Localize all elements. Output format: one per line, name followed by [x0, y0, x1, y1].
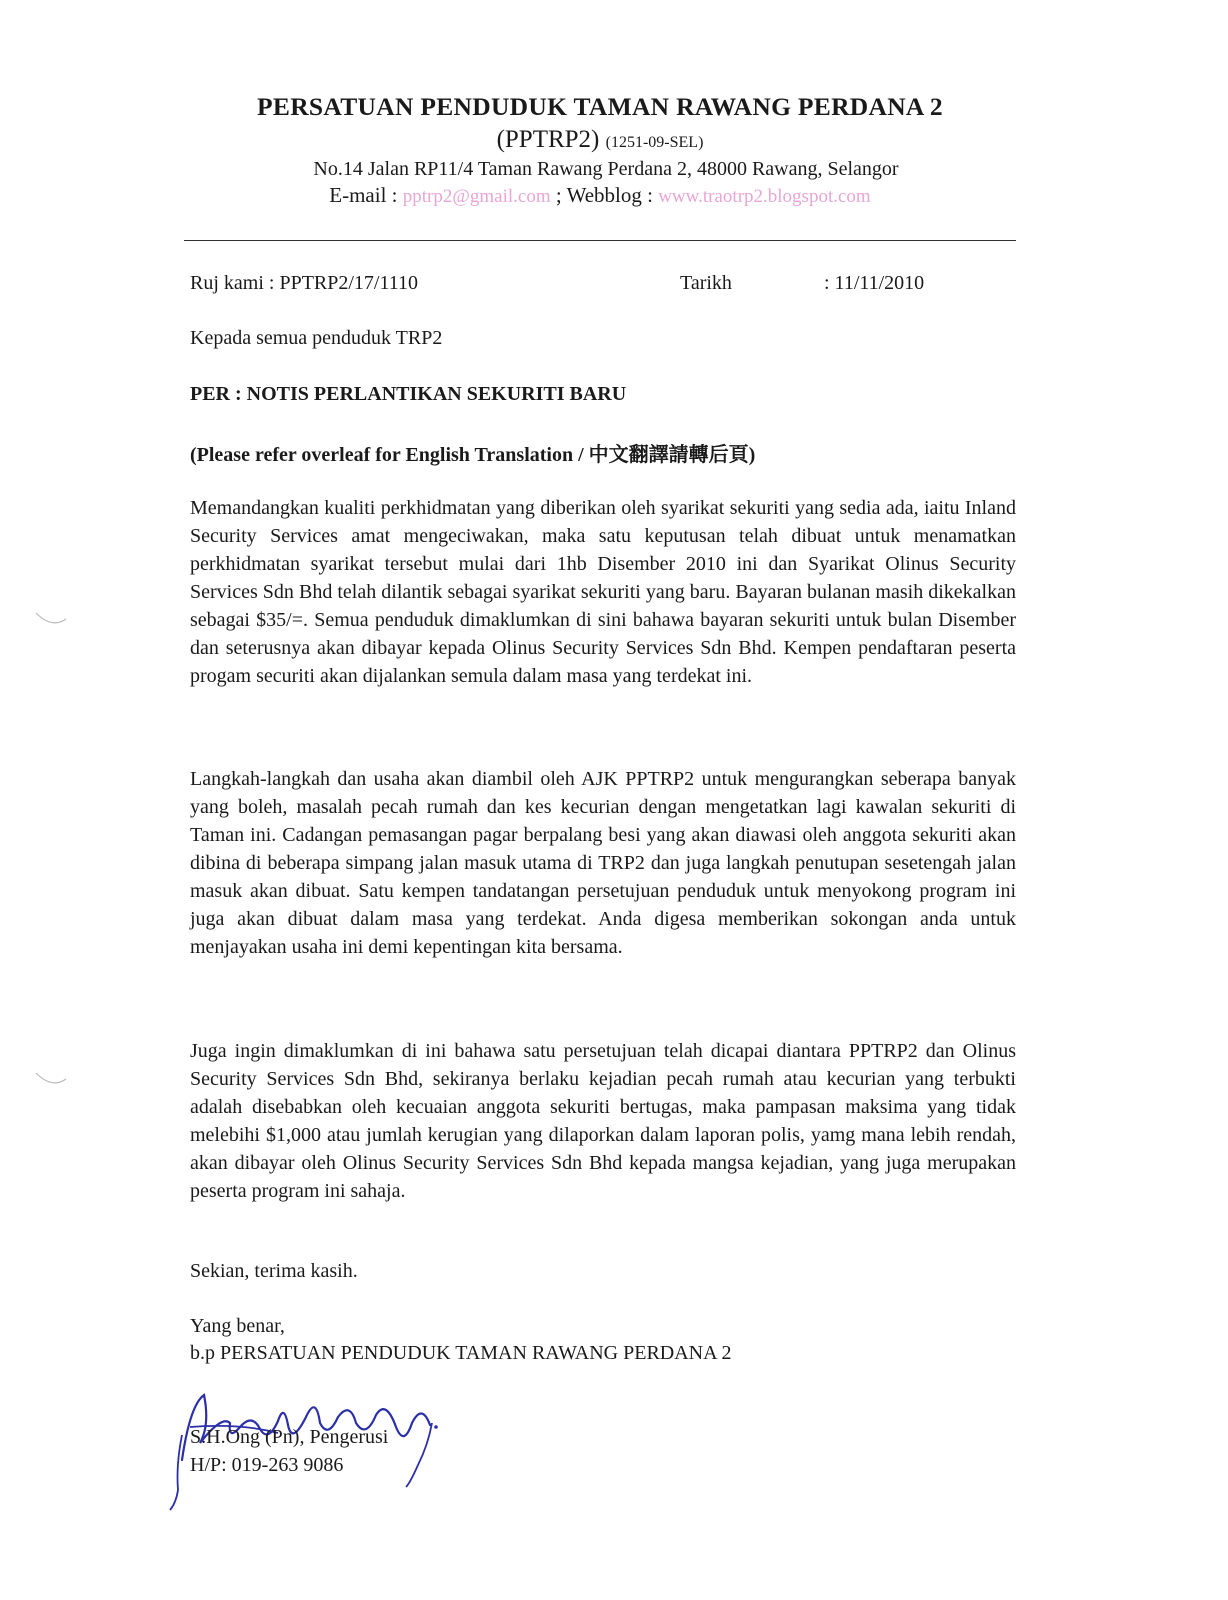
organization-abbreviation	[0, 126, 1200, 154]
blog-link[interactable]: www.traotrp2.blogspot.com	[658, 186, 871, 207]
contact-line	[0, 183, 1200, 208]
blog-label: ; Webblog :	[555, 183, 653, 207]
email-label: E-mail :	[329, 183, 398, 207]
date-value: : 11/11/2010	[824, 272, 925, 294]
punch-hole-mark	[0, 605, 70, 635]
on-behalf-line: b.p PERSATUAN PENDUDUK TAMAN RAWANG PERDANA 2	[190, 1342, 732, 1364]
recipient: Kepada semua penduduk TRP2	[190, 327, 443, 349]
abbreviation: (PPTRP2)	[496, 126, 600, 153]
organization-name: PERSATUAN PENDUDUK TAMAN RAWANG PERDANA 2	[257, 92, 943, 121]
body-paragraph-1: Memandangkan kualiti perkhidmatan yang diberikan oleh syarikat sekuriti yang sedia ada, iaitu Inland Security Services amat mengeciwakan, maka satu keputusan telah dibuat untuk menamatkan perkhidmatan syarikat tersebut mulai dari 1hb Disember 2010 ini dan Syarikat Olinus Security Services Sdn Bhd telah dilantik sebagai syarikat sekuriti yang baru. Bayaran bulanan masih dikekalkan sebagai $35/=. Semua penduduk dimaklumkan di sini bahawa bayaran sekuriti untuk bulan Disember dan seterusnya akan dibayar kepada Olinus Security Services Sdn Bhd. Kempen pendaftaran peserta progam securiti akan dijalankan semula dalam masa yang terdekat ini.	[190, 497, 1016, 687]
body-paragraph-3: Juga ingin dimaklumkan di ini bahawa satu persetujuan telah dicapai diantara PPTRP2 dan Olinus Security Services Sdn Bhd, sekiranya berlaku kejadian pecah rumah atau kecurian yang terbukti adalah disebabkan oleh kecuaian anggota sekuriti bertugas, maka pampasan maksima yang tidak melebihi $1,000 atau jumlah kerugian yang dilaporkan dalam laporan polis, yamg mana lebih rendah, akan dibayar oleh Olinus Security Services Sdn Bhd kepada mangsa kejadian, yang juga merupakan peserta program ini sahaja.	[190, 1040, 1016, 1202]
body-paragraph-2: Langkah-langkah dan usaha akan diambil oleh AJK PPTRP2 untuk mengurangkan seberapa banyak yang boleh, masalah pecah rumah dan kes kecurian dengan mengetatkan lagi kawalan sekuriti di Taman ini. Cadangan pemasangan pagar berpalang besi yang akan diawasi oleh anggota sekuriti akan dibina di beberapa simpang jalan masuk utama di TRP2 dan juga langkah penutupan sesetengah jalan masuk akan dibuat. Satu kempen tandatangan persetujuan penduduk untuk menyokong program ini juga akan dibuat dalam masa yang terdekat. Anda digesa memberikan sokongan anda untuk menjayakan usaha ini demi kepentingan kita bersama.	[190, 768, 1016, 958]
signatory-phone: H/P: 019-263 9086	[190, 1454, 344, 1476]
reference-number: Ruj kami : PPTRP2/17/1110	[190, 272, 418, 294]
registration-number: (1251-09-SEL)	[605, 134, 704, 151]
organization-address: No.14 Jalan RP11/4 Taman Rawang Perdana 2, 48000 Rawang, Selangor	[313, 158, 899, 180]
signatory-name: S.H.Ong (Pn), Pengerusi	[190, 1426, 389, 1448]
email-link[interactable]: pptrp2@gmail.com	[402, 186, 551, 207]
punch-hole-mark	[0, 1065, 70, 1095]
subject-line: PER : NOTIS PERLANTIKAN SEKURITI BARU	[190, 383, 627, 405]
closing-line: Sekian, terima kasih.	[190, 1260, 358, 1282]
date-label: Tarikh	[680, 272, 732, 294]
sign-off: Yang benar,	[190, 1315, 285, 1337]
translation-note: (Please refer overleaf for English Translation / 中文翻譯請轉后頁)	[190, 444, 756, 466]
header-divider	[184, 240, 1016, 241]
